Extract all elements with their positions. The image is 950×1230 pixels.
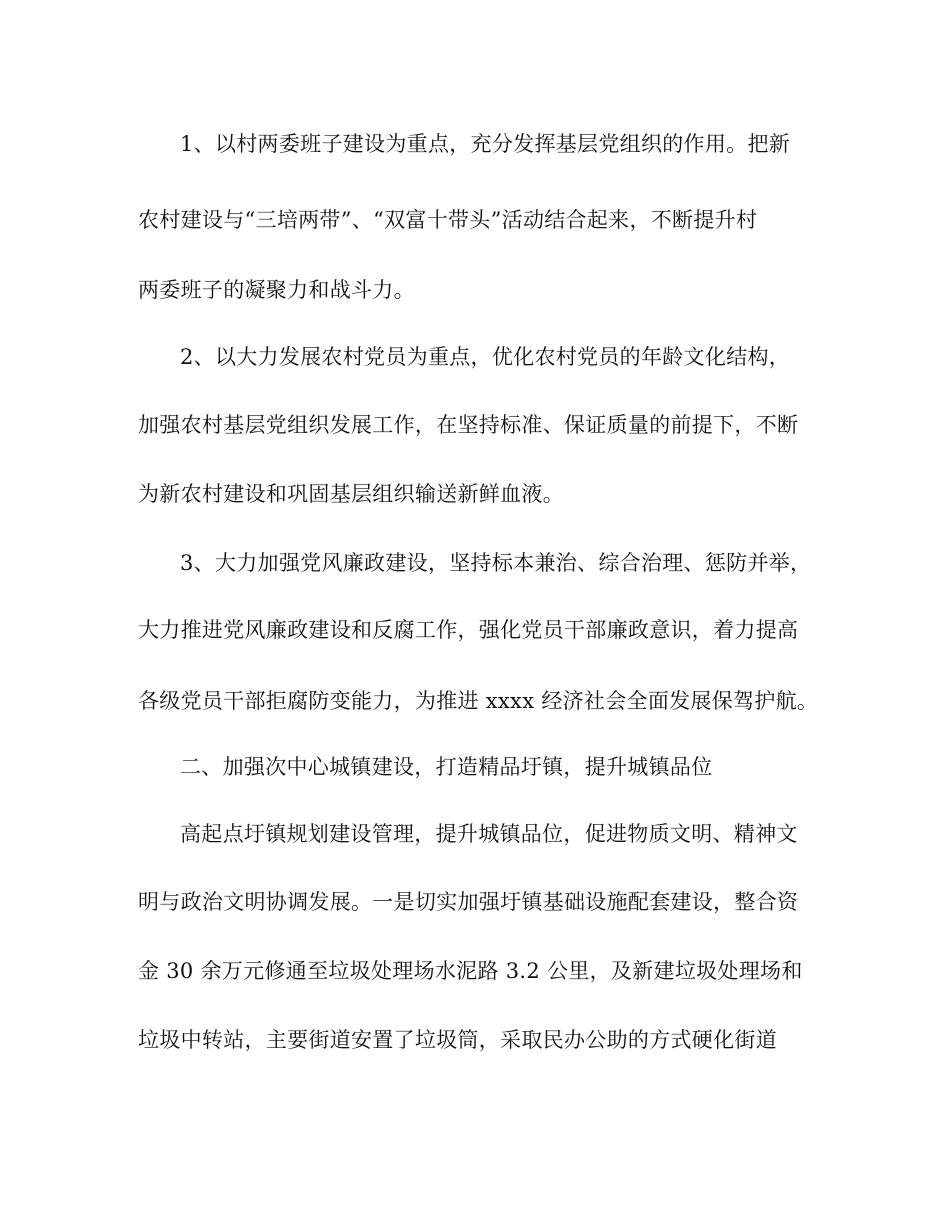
paragraph-1-line-1: 1、以村两委班子建设为重点，充分发挥基层党组织的作用。把新 bbox=[180, 132, 791, 156]
paragraph-3-line-3: 各级党员干部拒腐防变能力，为推进 xxxx 经济社会全面发展保驾护航。 bbox=[138, 689, 819, 713]
paragraph-3-line-1: 3、大力加强党风廉政建设，坚持标本兼治、综合治理、惩防并举， bbox=[180, 551, 812, 575]
paragraph-4-line-2: 明与政治文明协调发展。一是切实加强圩镇基础设施配套建设，整合资 bbox=[138, 890, 799, 914]
paragraph-4-line-1: 高起点圩镇规划建设管理，提升城镇品位，促进物质文明、精神文 bbox=[180, 822, 798, 846]
paragraph-1-line-3: 两委班子的凝聚力和战斗力。 bbox=[138, 278, 415, 302]
section-heading: 二、加强次中心城镇建设，打造精品圩镇，提升城镇品位 bbox=[180, 755, 713, 779]
paragraph-2-line-3: 为新农村建设和巩固基层组织输送新鲜血液。 bbox=[138, 482, 564, 506]
paragraph-2-line-2: 加强农村基层党组织发展工作，在坚持标准、保证质量的前提下，不断 bbox=[138, 413, 799, 437]
paragraph-2-line-1: 2、以大力发展农村党员为重点，优化农村党员的年龄文化结构， bbox=[180, 345, 791, 369]
paragraph-4-line-3: 金 30 余万元修通至垃圾处理场水泥路 3.2 公里，及新建垃圾处理场和 bbox=[138, 959, 803, 983]
paragraph-4-line-4: 垃圾中转站，主要街道安置了垃圾筒，采取民办公助的方式硬化街道 bbox=[138, 1028, 777, 1052]
paragraph-3-line-2: 大力推进党风廉政建设和反腐工作，强化党员干部廉政意识，着力提高 bbox=[138, 618, 799, 642]
paragraph-1-line-2: 农村建设与“三培两带”、“双富十带头”活动结合起来，不断提升村 bbox=[138, 208, 758, 232]
